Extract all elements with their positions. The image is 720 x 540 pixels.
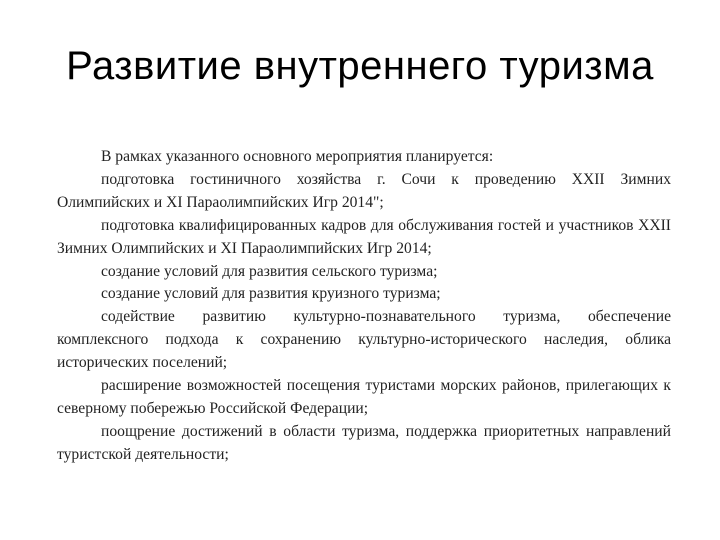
document-paragraph-sea-regions: расширение возможностей посещения туристами морских районов, прилегающих к северному побережью Российской Федерации; <box>57 377 671 417</box>
document-paragraph-staff-training: подготовка квалифицированных кадров для обслуживания гостей и участников XXII Зимних Олимпийских и XI Параолимпийских Игр 2014; <box>57 216 671 257</box>
document-paragraph-hotel-preparation: подготовка гостиничного хозяйства г. Сочи к проведению XXII Зимних Олимпийских и XI Параолимпийских Игр 2014"; <box>57 170 671 211</box>
document-paragraph-achievements: поощрение достижений в области туризма, поддержка приоритетных направлений туристской деятельности; <box>57 422 671 463</box>
document-paragraph-cultural-tourism: содействие развитию культурно-познавательного туризма, обеспечение комплексного подхода к сохранению культурно-исторического наследия, облика исторических поселений; <box>57 308 671 372</box>
slide-title: Развитие внутреннего туризма <box>66 44 654 88</box>
document-paragraph-rural-tourism: создание условий для развития сельского туризма; <box>101 262 438 280</box>
document-paragraph-intro: В рамках указанного основного мероприятия планируется: <box>101 148 494 165</box>
document-paragraph-cruise-tourism: создание условий для развития круизного туризма; <box>101 285 441 303</box>
document-text-block <box>57 146 671 467</box>
